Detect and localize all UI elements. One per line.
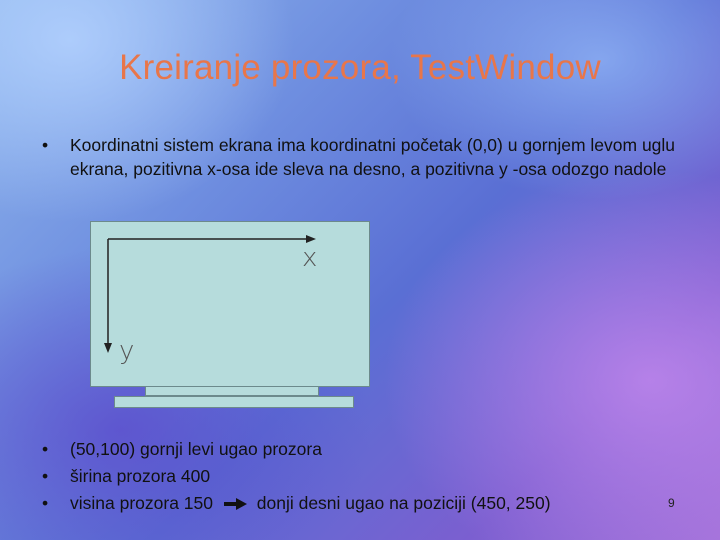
- bullet-text-after-arrow: donji desni ugao na poziciji (450, 250): [256, 493, 551, 513]
- right-arrow-icon: [222, 498, 248, 510]
- intro-bullet-text: Koordinatni sistem ekrana ima koordinatni početak (0,0) u gornjem levom uglu ekrana, pozitivna x-osa ide sleva na desno, a pozitivna y -osa odozgo nadole: [70, 135, 676, 179]
- bullet-icon: •: [42, 135, 49, 155]
- bullet-icon: •: [42, 466, 49, 486]
- x-axis-arrowhead: [306, 235, 316, 243]
- bullet-icon: •: [42, 493, 49, 513]
- list-item: [40, 436, 690, 463]
- bullet-text: (50,100) gornji levi ugao prozora: [70, 439, 322, 459]
- slide-number: 9: [668, 496, 675, 510]
- page-title: Kreiranje prozora, TestWindow: [119, 48, 601, 87]
- monitor-base: [114, 396, 354, 408]
- list-item: [40, 463, 690, 490]
- list-item: [40, 133, 690, 181]
- bullet-text-before-arrow: visina prozora 150: [70, 493, 213, 513]
- x-axis-label: x: [302, 243, 318, 273]
- bullet-text: širina prozora 400: [70, 466, 211, 486]
- intro-bullet-list: [40, 133, 690, 181]
- list-item: [40, 490, 690, 517]
- bullet-icon: •: [42, 439, 49, 459]
- window-spec-bullet-list: [40, 436, 690, 517]
- y-axis-label: y: [119, 336, 135, 366]
- screen-coordinate-diagram: [90, 221, 360, 411]
- y-axis-arrowhead: [104, 343, 112, 353]
